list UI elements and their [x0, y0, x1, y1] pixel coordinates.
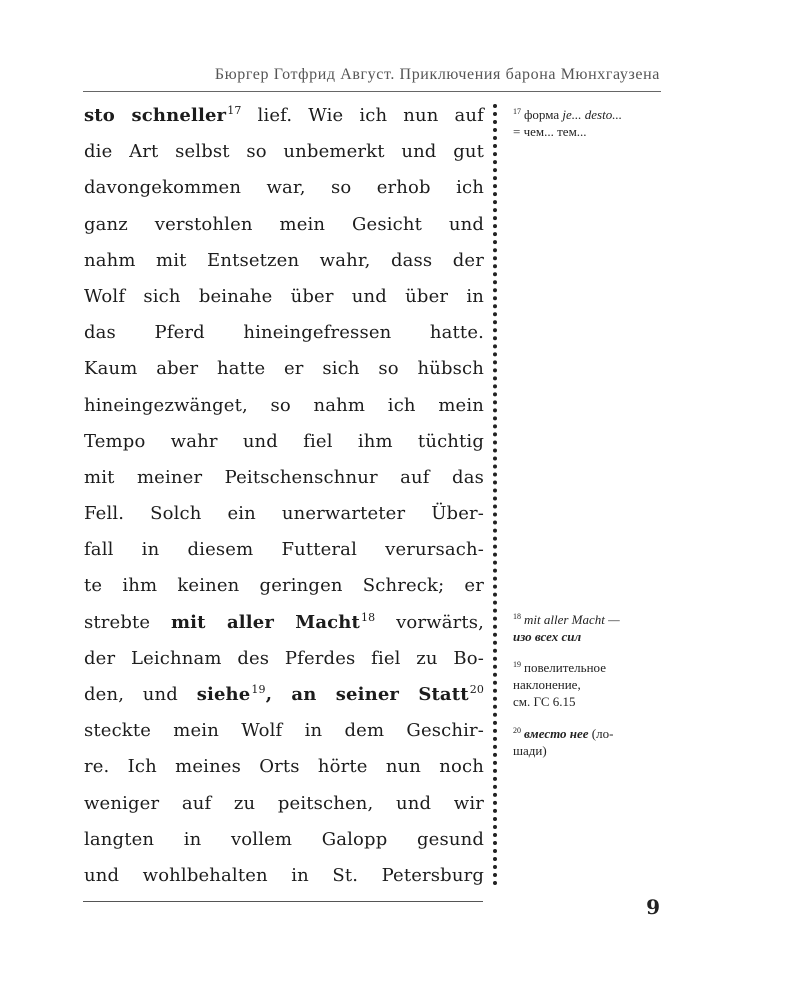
- text-segment: re. Ich meines Orts hörte nun noch: [84, 756, 484, 778]
- text-segment: der Leichnam des Pferdes fiel zu Bo-: [84, 647, 484, 669]
- dotted-separator: [493, 104, 497, 886]
- text-line: [84, 424, 484, 460]
- text-segment: Kaum aber hatte er sich so hübsch: [84, 358, 484, 380]
- text-segment: Tempo wahr und fiel ihm tüchtig: [84, 430, 484, 452]
- text-line: [84, 351, 484, 387]
- footnote-number: 18: [513, 612, 521, 621]
- running-header: Бюргер Готфрид Август. Приключения барона Мюнхгаузена: [214, 66, 660, 83]
- text-segment: mit meiner Peitschenschnur auf das: [84, 466, 484, 488]
- text-segment: vorwärts,: [375, 611, 484, 633]
- bottom-rule: [83, 901, 483, 902]
- text-segment: fall in diesem Futteral verursach-: [84, 539, 484, 561]
- footnote-ref: 19: [251, 683, 266, 696]
- bold-phrase: siehe: [196, 684, 251, 705]
- text-segment: den, und: [84, 684, 197, 705]
- text-line: [84, 858, 484, 894]
- footnote-text: см. ГС 6.15: [513, 694, 576, 709]
- footnote-text: = чем... тем...: [513, 124, 587, 139]
- text-segment: weniger auf zu peitschen, und wir: [84, 792, 484, 814]
- main-text-column: [84, 98, 484, 894]
- text-segment: die Art selbst so unbemerkt und gut: [84, 141, 484, 163]
- text-line: [84, 568, 484, 604]
- text-line: [84, 749, 484, 785]
- text-segment: strebte: [84, 611, 171, 633]
- text-segment: und wohlbehalten in St. Petersburg: [84, 864, 484, 886]
- footnote-19: [513, 659, 663, 710]
- text-segment: langten in vollem Galopp gesund: [84, 828, 484, 850]
- footnote-20: [513, 725, 663, 759]
- text-line: [84, 786, 484, 822]
- footnote-ref: 18: [361, 610, 376, 624]
- bold-phrase: sto schneller: [84, 105, 227, 126]
- text-segment: lief. Wie ich nun auf: [241, 105, 484, 126]
- text-line: [84, 243, 484, 279]
- text-line: [84, 713, 484, 749]
- header-rule: [83, 91, 661, 92]
- footnote-18: [513, 611, 663, 645]
- text-segment: nahm mit Entsetzen wahr, dass der: [84, 249, 484, 271]
- footnote-text: шади): [513, 743, 547, 758]
- text-line: [84, 207, 484, 243]
- footnote-text: je... desto...: [562, 107, 622, 122]
- footnote-number: 17: [513, 107, 521, 116]
- footnote-text: mit aller Macht —: [524, 612, 620, 627]
- text-line: [84, 496, 484, 532]
- footnote-text: повелительное: [524, 660, 606, 675]
- text-segment: davongekommen war, so erhob ich: [84, 177, 484, 199]
- footnote-text: наклонение,: [513, 677, 581, 692]
- text-line: [84, 98, 484, 134]
- page-number: 9: [646, 895, 660, 919]
- text-line: [84, 460, 484, 496]
- footnote-text: форма: [524, 107, 563, 122]
- text-line: [84, 605, 484, 641]
- text-segment: Wolf sich beinahe über und über in: [84, 285, 484, 307]
- footnote-number: 20: [513, 726, 521, 735]
- footnote-17: [513, 106, 663, 140]
- text-segment: Fell. Solch ein unerwarteter Über-: [84, 503, 484, 525]
- bold-phrase: mit aller Macht: [170, 611, 360, 633]
- text-line: [84, 388, 484, 424]
- text-segment: ganz verstohlen mein Gesicht und: [84, 213, 484, 235]
- footnote-ref: 20: [469, 683, 484, 696]
- text-line: [84, 170, 484, 206]
- footnote-text: (ло-: [588, 726, 614, 741]
- bold-phrase: , an seiner Statt: [265, 684, 469, 705]
- text-line: [84, 315, 484, 351]
- text-line: [84, 677, 484, 713]
- text-line: [84, 279, 484, 315]
- text-line: [84, 532, 484, 568]
- text-line: [84, 134, 484, 170]
- text-segment: hineingezwänget, so nahm ich mein: [84, 394, 484, 416]
- text-segment: te ihm keinen geringen Schreck; er: [84, 575, 484, 597]
- footnote-text: изо всех сил: [513, 629, 582, 644]
- footnote-number: 19: [513, 660, 521, 669]
- footnote-text: вместо нее: [524, 726, 589, 741]
- text-segment: steckte mein Wolf in dem Geschir-: [84, 720, 484, 742]
- text-segment: das Pferd hineingefressen hatte.: [84, 322, 484, 344]
- text-line: [84, 641, 484, 677]
- footnote-ref: 17: [227, 104, 242, 117]
- text-line: [84, 822, 484, 858]
